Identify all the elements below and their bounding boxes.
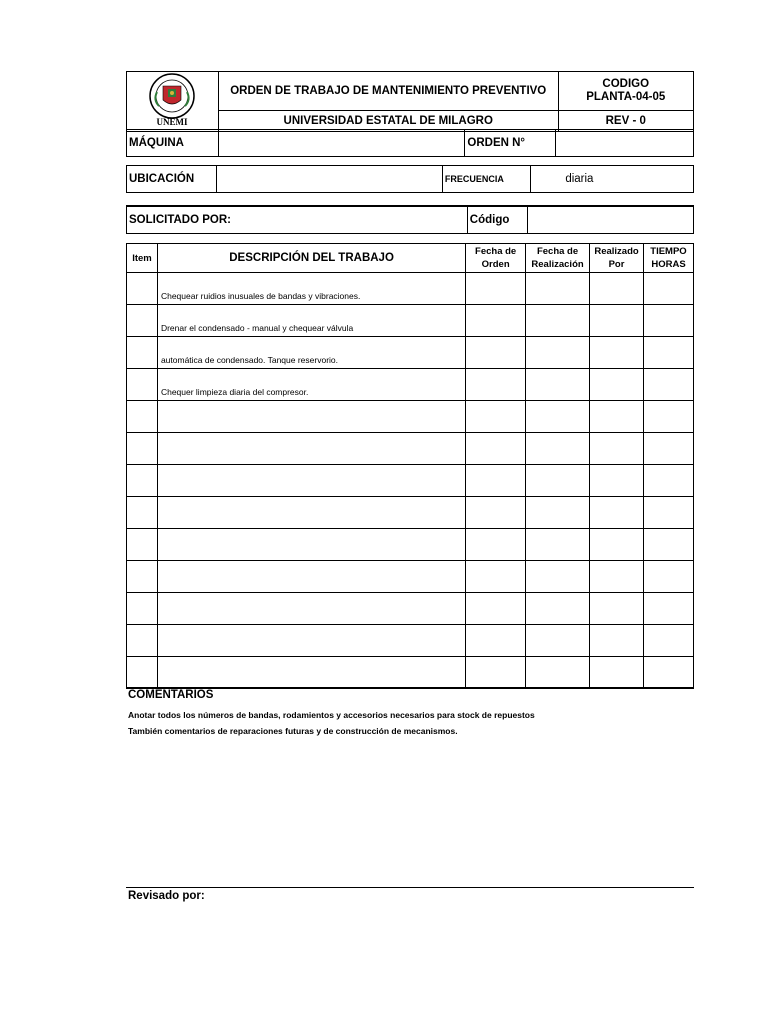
fecha-orden-cell[interactable] bbox=[466, 529, 526, 561]
descripcion-cell bbox=[157, 561, 465, 593]
tiempo-horas-cell[interactable] bbox=[644, 529, 694, 561]
logo-cell bbox=[127, 72, 219, 132]
realizado-por-cell[interactable] bbox=[590, 561, 644, 593]
realizado-por-cell[interactable] bbox=[590, 593, 644, 625]
item-cell[interactable] bbox=[127, 465, 158, 497]
table-row bbox=[127, 401, 694, 433]
codigo-label: Código bbox=[467, 206, 527, 234]
orden-label: ORDEN N° bbox=[465, 130, 556, 157]
fecha-realizacion-cell[interactable] bbox=[526, 433, 590, 465]
table-row bbox=[127, 337, 694, 369]
realizado-por-cell[interactable] bbox=[590, 305, 644, 337]
solicitado-row bbox=[126, 205, 694, 234]
comentarios-line-2: También comentarios de reparaciones futuras y de construcción de mecanismos. bbox=[128, 726, 458, 736]
comentarios-rule bbox=[126, 687, 694, 688]
item-cell[interactable] bbox=[127, 529, 158, 561]
table-row bbox=[127, 273, 694, 305]
codigo-field[interactable] bbox=[527, 206, 693, 234]
realizado-por-cell[interactable] bbox=[590, 401, 644, 433]
fecha-orden-cell[interactable] bbox=[466, 369, 526, 401]
frecuencia-field[interactable]: diaria bbox=[531, 166, 694, 193]
fecha-realizacion-cell[interactable] bbox=[526, 625, 590, 657]
work-table bbox=[126, 243, 694, 689]
tiempo-horas-cell[interactable] bbox=[644, 593, 694, 625]
col-fecha-orden: Fecha de Orden bbox=[466, 244, 526, 273]
table-row bbox=[127, 529, 694, 561]
maquina-label: MÁQUINA bbox=[127, 130, 219, 157]
fecha-orden-cell[interactable] bbox=[466, 465, 526, 497]
descripcion-cell bbox=[157, 529, 465, 561]
table-row bbox=[127, 625, 694, 657]
realizado-por-cell[interactable] bbox=[590, 465, 644, 497]
descripcion-cell bbox=[157, 657, 465, 689]
fecha-realizacion-cell[interactable] bbox=[526, 529, 590, 561]
item-cell[interactable] bbox=[127, 305, 158, 337]
col-descripcion: DESCRIPCIÓN DEL TRABAJO bbox=[157, 244, 465, 273]
fecha-realizacion-cell[interactable] bbox=[526, 401, 590, 433]
tiempo-horas-cell[interactable] bbox=[644, 401, 694, 433]
orden-field[interactable] bbox=[556, 130, 694, 157]
descripcion-cell bbox=[157, 465, 465, 497]
item-cell[interactable] bbox=[127, 273, 158, 305]
realizado-por-cell[interactable] bbox=[590, 497, 644, 529]
code-value: PLANTA-04-05 bbox=[586, 91, 666, 104]
code-label: CODIGO bbox=[602, 78, 650, 91]
fecha-orden-cell[interactable] bbox=[466, 657, 526, 689]
revisado-rule bbox=[126, 887, 694, 888]
realizado-por-cell[interactable] bbox=[590, 625, 644, 657]
realizado-por-cell[interactable] bbox=[590, 529, 644, 561]
fecha-realizacion-cell[interactable] bbox=[526, 337, 590, 369]
table-row bbox=[127, 657, 694, 689]
fecha-orden-cell[interactable] bbox=[466, 561, 526, 593]
realizado-por-cell[interactable] bbox=[590, 369, 644, 401]
descripcion-cell: automática de condensado. Tanque reservorio. bbox=[157, 337, 465, 369]
tiempo-horas-cell[interactable] bbox=[644, 657, 694, 689]
fecha-orden-cell[interactable] bbox=[466, 625, 526, 657]
fecha-orden-cell[interactable] bbox=[466, 305, 526, 337]
realizado-por-cell[interactable] bbox=[590, 337, 644, 369]
descripcion-cell bbox=[157, 497, 465, 529]
item-cell[interactable] bbox=[127, 497, 158, 529]
realizado-por-cell[interactable] bbox=[590, 273, 644, 305]
fecha-realizacion-cell[interactable] bbox=[526, 305, 590, 337]
item-cell[interactable] bbox=[127, 593, 158, 625]
tiempo-horas-cell[interactable] bbox=[644, 337, 694, 369]
ubicacion-label: UBICACIÓN bbox=[127, 166, 217, 193]
ubicacion-field[interactable] bbox=[216, 166, 442, 193]
revision: REV - 0 bbox=[558, 111, 694, 132]
revisado-label: Revisado por: bbox=[128, 890, 205, 902]
fecha-realizacion-cell[interactable] bbox=[526, 369, 590, 401]
fecha-realizacion-cell[interactable] bbox=[526, 273, 590, 305]
descripcion-cell: Drenar el condensado - manual y chequear válvula bbox=[157, 305, 465, 337]
fecha-realizacion-cell[interactable] bbox=[526, 593, 590, 625]
tiempo-horas-cell[interactable] bbox=[644, 433, 694, 465]
item-cell[interactable] bbox=[127, 369, 158, 401]
col-realizado-por: Realizado Por bbox=[590, 244, 644, 273]
descripcion-cell: Chequer limpieza diaria del compresor. bbox=[157, 369, 465, 401]
descripcion-cell: Chequear ruidios inusuales de bandas y vibraciones. bbox=[157, 273, 465, 305]
fecha-orden-cell[interactable] bbox=[466, 273, 526, 305]
fecha-orden-cell[interactable] bbox=[466, 497, 526, 529]
fecha-realizacion-cell[interactable] bbox=[526, 657, 590, 689]
item-cell[interactable] bbox=[127, 337, 158, 369]
col-item: Item bbox=[127, 244, 158, 273]
item-cell[interactable] bbox=[127, 657, 158, 689]
university-name: UNIVERSIDAD ESTATAL DE MILAGRO bbox=[218, 111, 558, 132]
university-seal-logo bbox=[129, 72, 215, 128]
item-cell[interactable] bbox=[127, 561, 158, 593]
tiempo-horas-cell[interactable] bbox=[644, 305, 694, 337]
form-title: ORDEN DE TRABAJO DE MANTENIMIENTO PREVENTIVO bbox=[218, 72, 558, 111]
table-row bbox=[127, 497, 694, 529]
fecha-orden-cell[interactable] bbox=[466, 593, 526, 625]
table-row bbox=[127, 369, 694, 401]
maquina-row bbox=[126, 129, 694, 157]
item-cell[interactable] bbox=[127, 401, 158, 433]
descripcion-cell bbox=[157, 401, 465, 433]
tiempo-horas-cell[interactable] bbox=[644, 369, 694, 401]
fecha-orden-cell[interactable] bbox=[466, 337, 526, 369]
tiempo-horas-cell[interactable] bbox=[644, 465, 694, 497]
item-cell[interactable] bbox=[127, 433, 158, 465]
ubicacion-row bbox=[126, 165, 694, 193]
descripcion-cell bbox=[157, 625, 465, 657]
item-cell[interactable] bbox=[127, 625, 158, 657]
realizado-por-cell[interactable] bbox=[590, 433, 644, 465]
solicitado-label: SOLICITADO POR: bbox=[127, 206, 468, 234]
col-fecha-realizacion: Fecha de Realización bbox=[526, 244, 590, 273]
table-row bbox=[127, 593, 694, 625]
comentarios-title: COMENTARIOS bbox=[128, 689, 214, 701]
fecha-realizacion-cell[interactable] bbox=[526, 465, 590, 497]
fecha-realizacion-cell[interactable] bbox=[526, 561, 590, 593]
code-cell bbox=[558, 72, 694, 111]
tiempo-horas-cell[interactable] bbox=[644, 273, 694, 305]
header-table bbox=[126, 71, 694, 132]
table-row bbox=[127, 305, 694, 337]
fecha-orden-cell[interactable] bbox=[466, 401, 526, 433]
realizado-por-cell[interactable] bbox=[590, 657, 644, 689]
fecha-realizacion-cell[interactable] bbox=[526, 497, 590, 529]
fecha-orden-cell[interactable] bbox=[466, 433, 526, 465]
tiempo-horas-cell[interactable] bbox=[644, 497, 694, 529]
tiempo-horas-cell[interactable] bbox=[644, 561, 694, 593]
descripcion-cell bbox=[157, 593, 465, 625]
table-row bbox=[127, 561, 694, 593]
descripcion-cell bbox=[157, 433, 465, 465]
maquina-field[interactable] bbox=[218, 130, 464, 157]
table-row bbox=[127, 433, 694, 465]
svg-text:UNEMI: UNEMI bbox=[156, 117, 188, 127]
frecuencia-label: FRECUENCIA bbox=[442, 166, 531, 193]
tiempo-horas-cell[interactable] bbox=[644, 625, 694, 657]
comentarios-line-1: Anotar todos los números de bandas, rodamientos y accesorios necesarios para stock de repuestos bbox=[128, 710, 535, 720]
col-tiempo-horas: TIEMPO HORAS bbox=[644, 244, 694, 273]
table-row bbox=[127, 465, 694, 497]
